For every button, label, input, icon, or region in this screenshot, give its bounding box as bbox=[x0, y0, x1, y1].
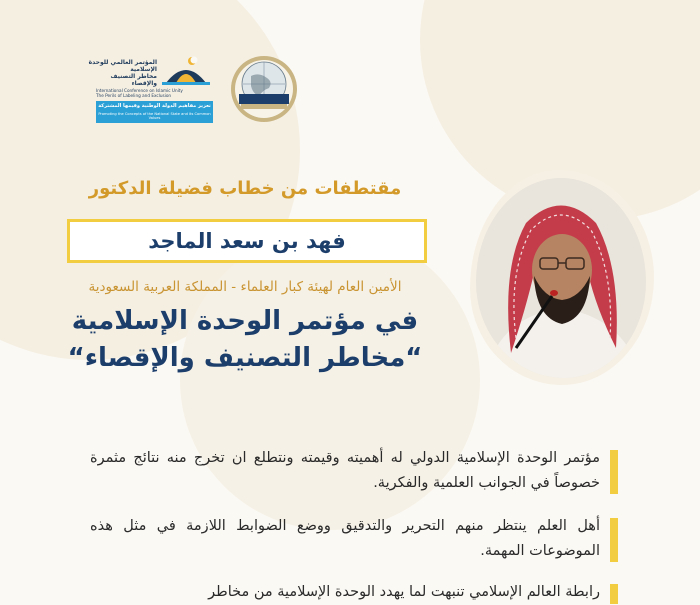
speaker-position: الأمين العام لهيئة كبار العلماء - المملكة العربية السعودية bbox=[88, 279, 402, 295]
quote-accent-bar bbox=[610, 518, 618, 562]
quote-item bbox=[90, 446, 600, 496]
conference-logo-band bbox=[96, 101, 213, 123]
person-icon bbox=[476, 178, 646, 378]
quote-item bbox=[90, 580, 600, 605]
quote-accent-bar bbox=[610, 450, 618, 494]
speaker-portrait bbox=[470, 170, 654, 385]
logo-text: The Perils of Labeling and Exclusion bbox=[96, 93, 172, 98]
quote-item bbox=[90, 514, 600, 564]
conference-title: في مؤتمر الوحدة الإسلامية bbox=[71, 306, 419, 336]
logo-text: تعزيز مفاهيم الدولة الوطنية وقيمها المشتركة bbox=[98, 103, 211, 109]
muslim-world-league-logo bbox=[229, 54, 299, 124]
mosque-dome-icon bbox=[162, 55, 210, 85]
conference-logo bbox=[88, 55, 213, 123]
quote-text: مؤتمر الوحدة الإسلامية الدولي له أهميته وقيمته ونتطلع ان تخرج منه نتائج مثمرة خصوصاً في الجوانب العلمية والفكرية. bbox=[90, 450, 600, 491]
logo-text: مخاطر التصنيف والإقصاء bbox=[110, 73, 157, 87]
speaker-name-box bbox=[67, 219, 427, 263]
speaker-photo bbox=[476, 178, 646, 378]
speaker-name: فهد بن سعد الماجد bbox=[148, 229, 346, 253]
quote-accent-bar bbox=[610, 584, 618, 604]
conference-logo-english bbox=[96, 88, 213, 98]
logo-text: المؤتمر العالمي للوحدة الإسلامية bbox=[88, 59, 157, 73]
conference-logo-arabic bbox=[87, 59, 157, 87]
logo-text: International Conference on Islamic Unity bbox=[96, 88, 183, 93]
quote-text: أهل العلم ينتظر منهم التحرير والتدقيق ووضع الضوابط اللازمة في مثل هذه الموضوعات المهمة. bbox=[90, 518, 600, 559]
intro-heading: مقتطفات من خطاب فضيلة الدكتور bbox=[88, 178, 402, 199]
globe-icon bbox=[229, 54, 299, 124]
conference-theme: “مخاطر التصنيف والإقصاء“ bbox=[67, 343, 423, 373]
quote-text: رابطة العالم الإسلامي تنبهت لما يهدد الوحدة الإسلامية من مخاطر bbox=[208, 584, 600, 600]
logo-text: Promoting the Concepts of the National State and its Common Values bbox=[98, 112, 211, 120]
